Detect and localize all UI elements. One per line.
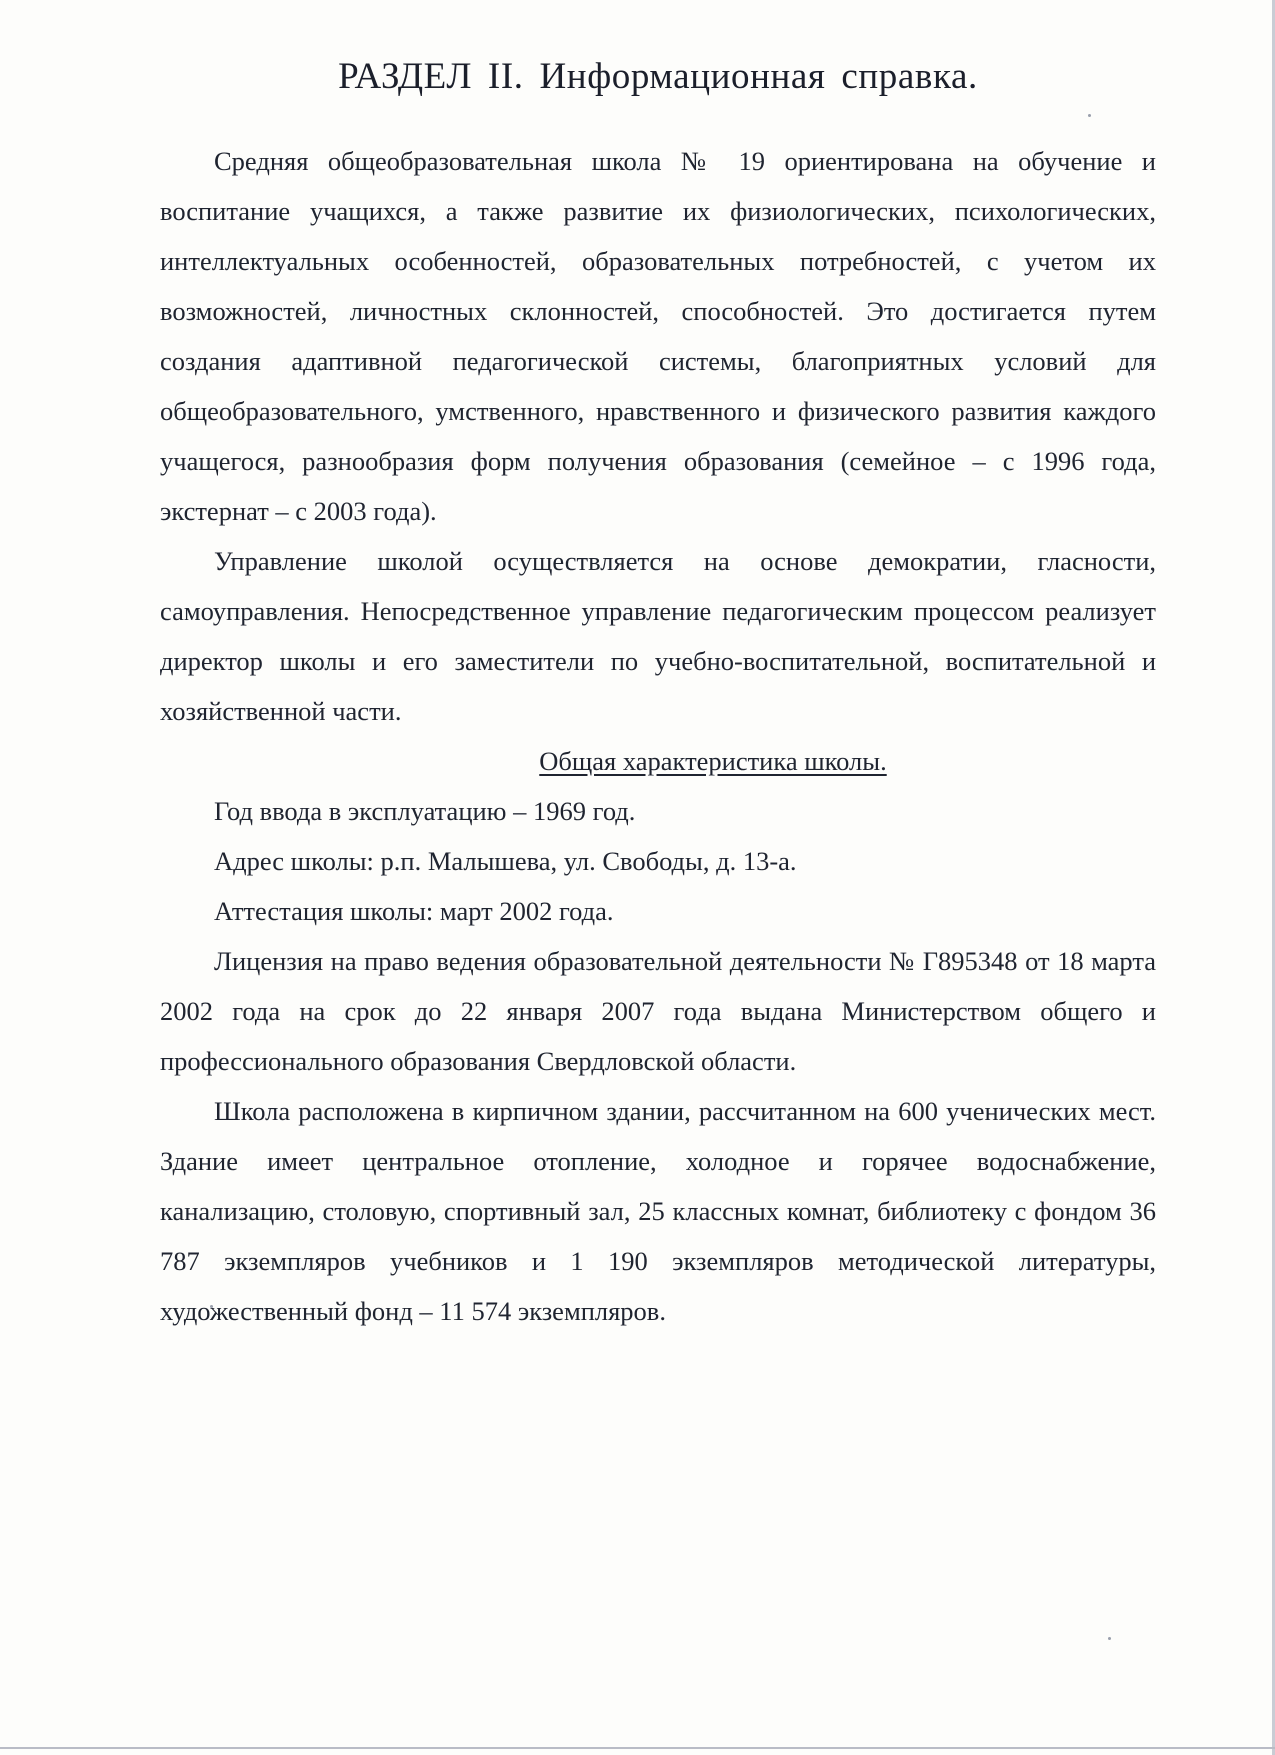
building-paragraph: Школа расположена в кирпичном здании, рассчитанном на 600 ученических мест. Здание имеет центральное отопление, холодное и горячее водоснабжение, канализацию, столовую, спортивный зал, 25 классных комнат, библиотеку с фондом 36 787 экземпляров учебников и 1 190 экземпляров методической литературы, художественный фонд – 11 574 экземпляров.	[160, 1096, 1156, 1326]
intro-paragraph: Средняя общеобразовательная школа № 19 ориентирована на обучение и воспитание учащихся, а также развитие их физиологических, психологических, интеллектуальных особенностей, образовательных потребностей, с учетом их возможностей, личностных склонностей, способностей. Это достигается путем создания адаптивной педагогической системы, благоприятных условий для общеобразовательного, умственного, нравственного и физического развития каждого учащегося, разнообразия форм получения образования (семейное – с 1996 года, экстернат – с 2003 года).	[160, 146, 1156, 526]
fact-address: Адрес школы: р.п. Малышева, ул. Свободы, д. 13-а.	[214, 846, 797, 876]
section-title: РАЗДЕЛ II. Информационная справка.	[338, 56, 978, 97]
scan-edge-bottom	[0, 1747, 1275, 1749]
management-paragraph: Управление школой осуществляется на основе демократии, гласности, самоуправления. Непосредственное управление педагогическим процессом реализует директор школы и его заместители по учебно-воспитательной, воспитательной и хозяйственной части.	[160, 546, 1156, 726]
scan-speck	[1108, 1637, 1111, 1640]
fact-attestation: Аттестация школы: март 2002 года.	[214, 896, 614, 926]
body-text	[160, 136, 1156, 1336]
license-paragraph: Лицензия на право ведения образовательной деятельности № Г895348 от 18 марта 2002 года на срок до 22 января 2007 года выдана Министерством общего и профессионального образования Свердловской области.	[160, 946, 1156, 1076]
fact-commission-year: Год ввода в эксплуатацию – 1969 год.	[214, 796, 636, 826]
scan-speck	[1088, 114, 1091, 117]
subsection-heading: Общая характеристика школы.	[539, 746, 887, 776]
